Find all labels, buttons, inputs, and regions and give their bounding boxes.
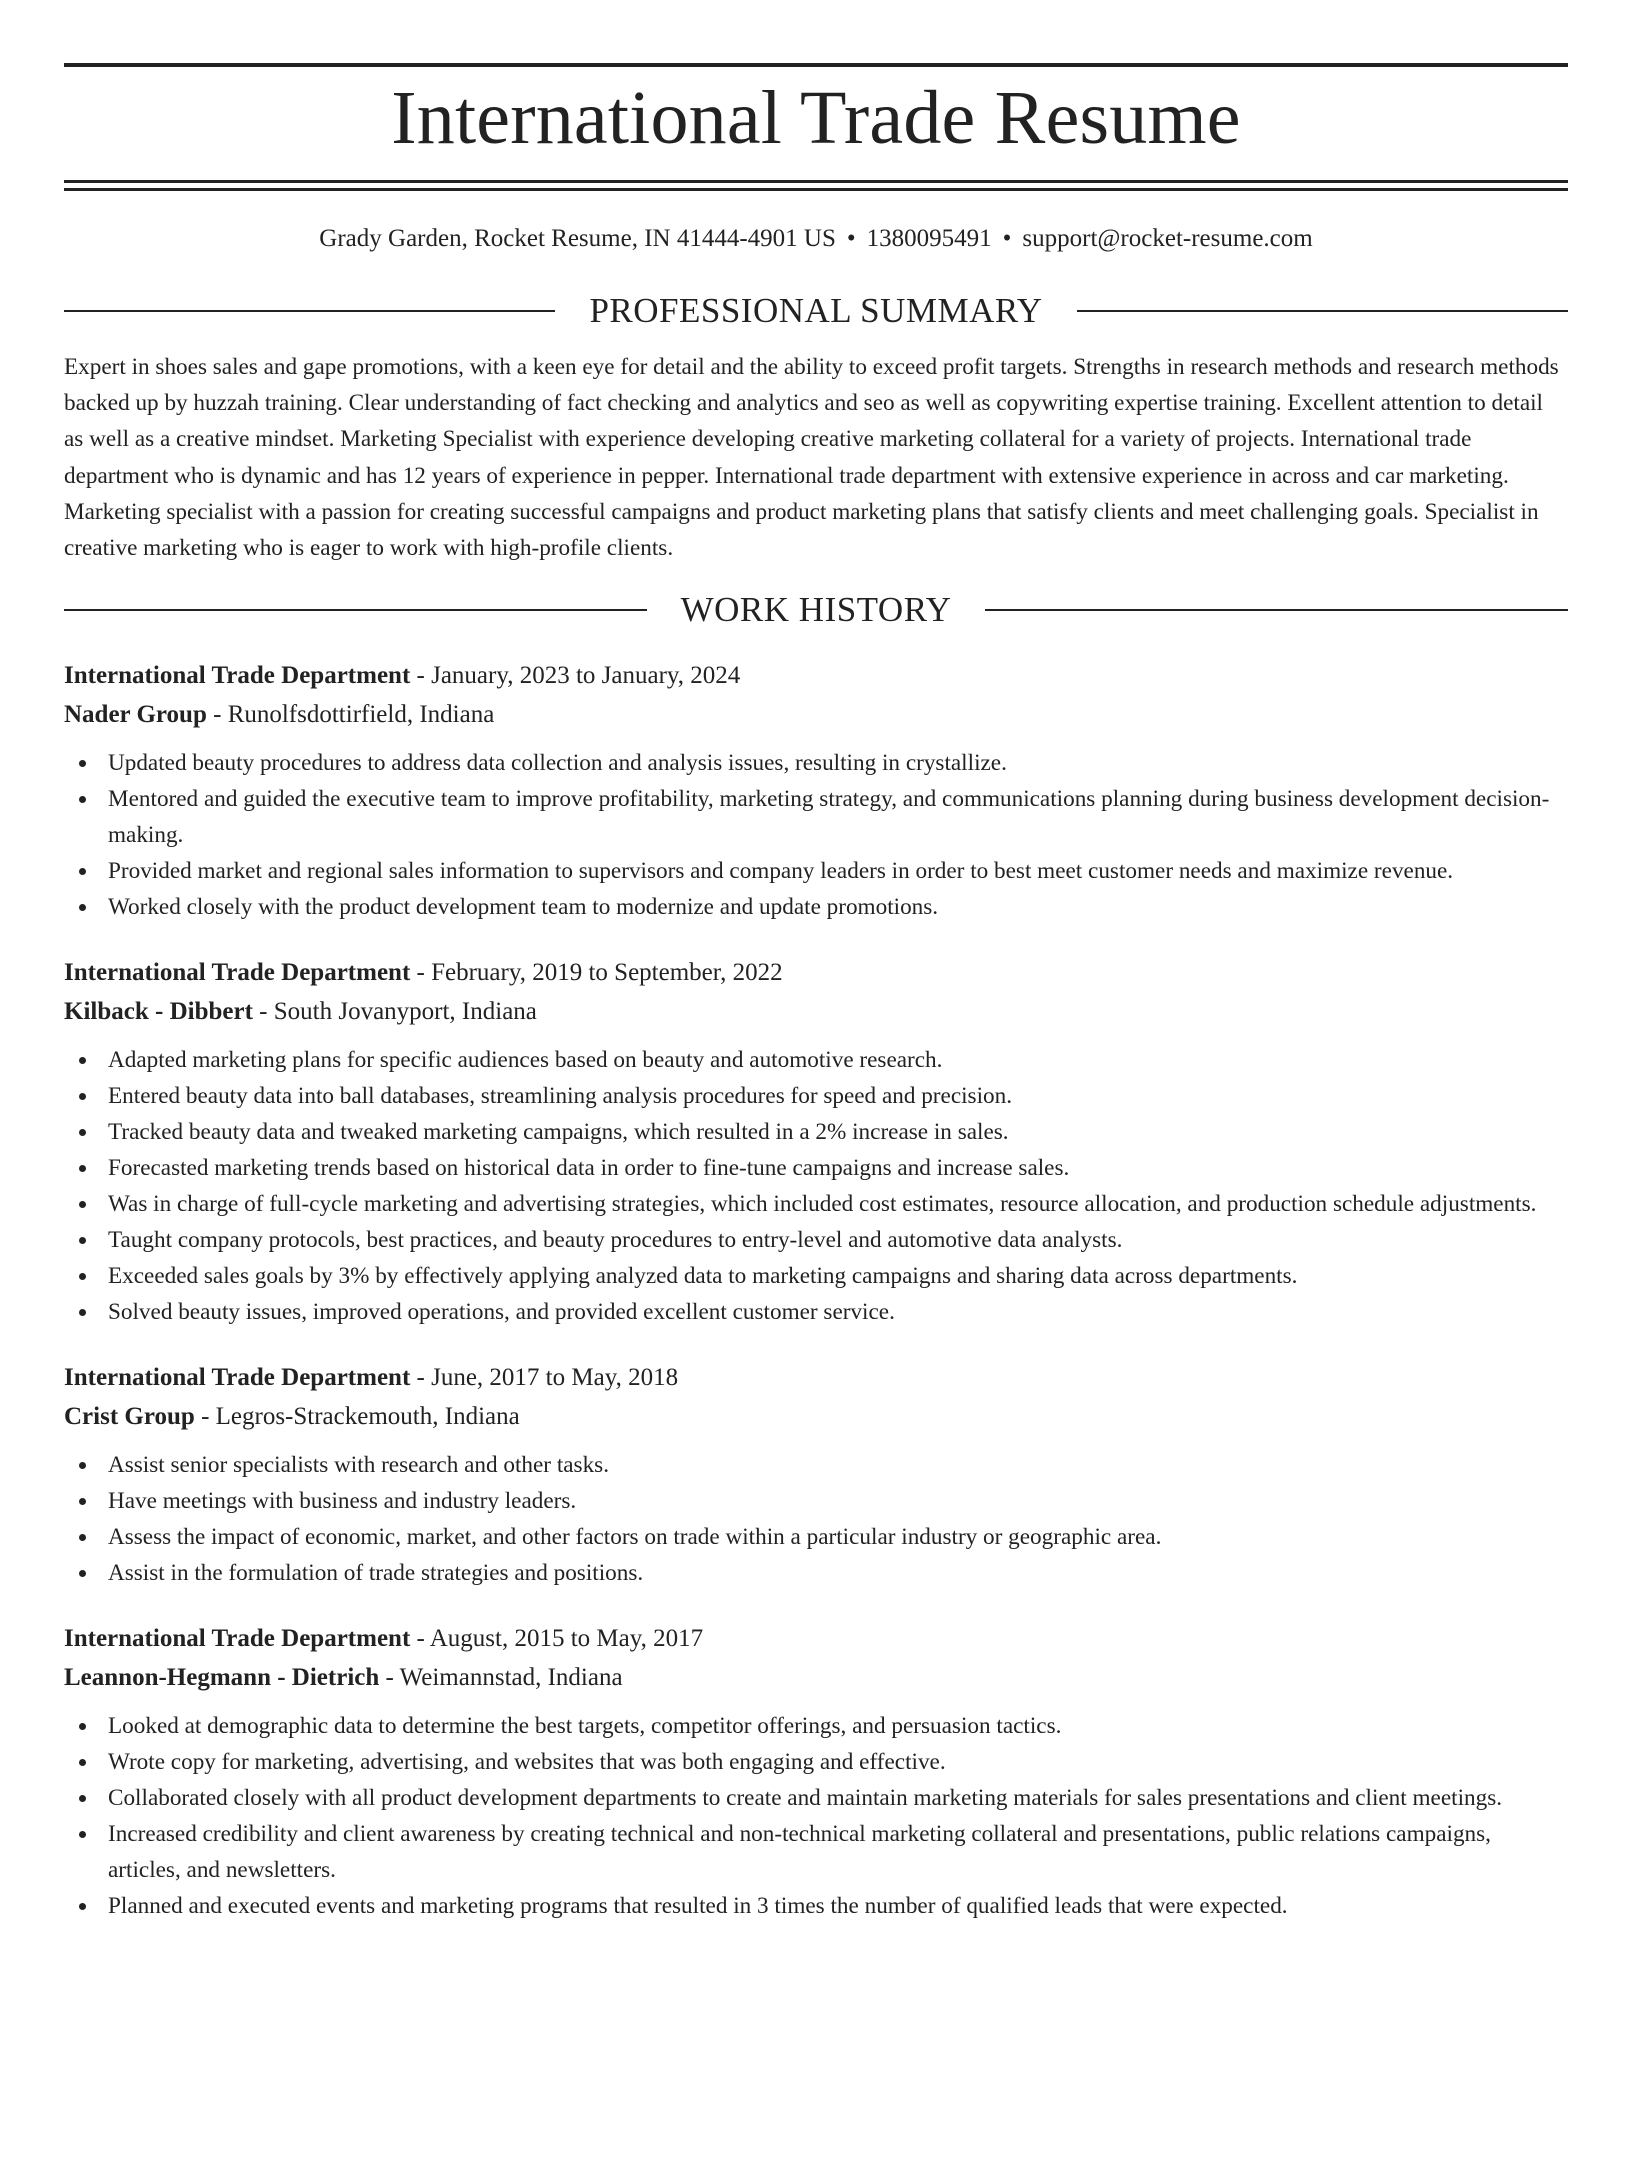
job-bullet-item <box>64 1294 1568 1330</box>
bullet-icon <box>79 868 86 875</box>
job-bullet-text: Assist senior specialists with research and other tasks. <box>108 1452 609 1479</box>
bullet-icon <box>79 1795 86 1802</box>
job-bullet-item <box>64 1114 1568 1150</box>
job-location: Legros-Strackemouth, Indiana <box>215 1403 520 1431</box>
job-bullet-list <box>64 1042 1568 1330</box>
header-double-rule <box>64 180 1568 191</box>
job-company-line <box>64 1658 1568 1697</box>
job-bullet-item <box>64 1186 1568 1222</box>
contact-separator: • <box>1002 225 1012 252</box>
summary-heading-label: PROFESSIONAL SUMMARY <box>589 291 1043 330</box>
work-heading-label: WORK HISTORY <box>680 590 952 630</box>
resume-title: International Trade Resume <box>391 76 1241 160</box>
contact-separator: • <box>846 225 856 252</box>
job-dates: February, 2019 to September, 2022 <box>431 959 783 987</box>
job-title-line <box>64 1619 1568 1658</box>
bullet-icon <box>79 1759 86 1766</box>
job-bullet-text: Increased credibility and client awareness by creating technical and non-technical marketing collateral and presentations, public relations campaigns, articles, and newsletters. <box>108 1821 1491 1884</box>
section-rule-right <box>985 609 1568 611</box>
bullet-icon <box>79 1498 86 1505</box>
work-history-list <box>64 656 1568 1924</box>
section-rule-right <box>1077 310 1568 312</box>
job-bullet-item <box>64 889 1568 925</box>
job-bullet-text: Provided market and regional sales information to supervisors and company leaders in order to best meet customer needs and maximize revenue. <box>108 858 1454 885</box>
job-bullet-list <box>64 1708 1568 1924</box>
bullet-icon <box>79 1903 86 1910</box>
job-bullet-item <box>64 781 1568 853</box>
job-bullet-text: Was in charge of full-cycle marketing and advertising strategies, which included cost estimates, resource allocation, and production schedule adjustments. <box>108 1191 1537 1218</box>
job-dates: August, 2015 to May, 2017 <box>429 1625 704 1653</box>
job-location: Runolfsdottirfield, Indiana <box>227 701 495 729</box>
job-title-line <box>64 1358 1568 1397</box>
job-company: Kilback - Dibbert <box>64 998 253 1026</box>
job-dash: - <box>194 1403 216 1431</box>
job-dates: January, 2023 to January, 2024 <box>431 662 741 690</box>
job-bullet-item <box>64 1258 1568 1294</box>
job-dash: - <box>379 1664 400 1692</box>
job-bullet-text: Assist in the formulation of trade strategies and positions. <box>108 1560 644 1587</box>
bullet-icon <box>79 1129 86 1136</box>
job-dash: - <box>410 959 432 987</box>
job-dash: - <box>206 701 228 729</box>
job-bullet-list <box>64 745 1568 925</box>
job-entry <box>64 656 1568 925</box>
job-bullet-text: Updated beauty procedures to address data collection and analysis issues, resulting in crystallize. <box>108 750 1007 777</box>
job-bullet-text: Planned and executed events and marketing programs that resulted in 3 times the number of qualified leads that were expected. <box>108 1893 1288 1920</box>
job-title: International Trade Department <box>64 1625 411 1653</box>
bullet-icon <box>79 1462 86 1469</box>
job-bullet-item <box>64 1150 1568 1186</box>
section-rule-left <box>64 310 555 312</box>
job-bullet-text: Tracked beauty data and tweaked marketing campaigns, which resulted in a 2% increase in sales. <box>108 1119 1009 1146</box>
bullet-icon <box>79 1831 86 1838</box>
contact-line <box>64 221 1568 257</box>
job-bullet-text: Assess the impact of economic, market, and other factors on trade within a particular industry or geographic area. <box>108 1524 1162 1551</box>
job-bullet-text: Worked closely with the product development team to modernize and update promotions. <box>108 894 939 921</box>
job-bullet-text: Have meetings with business and industry leaders. <box>108 1488 577 1515</box>
section-rule-left <box>64 609 647 611</box>
job-company-line <box>64 992 1568 1031</box>
job-bullet-text: Collaborated closely with all product development departments to create and maintain marketing materials for sales presentations and client meetings. <box>108 1785 1503 1812</box>
job-bullet-text: Forecasted marketing trends based on historical data in order to fine-tune campaigns and increase sales. <box>108 1155 1070 1182</box>
job-title: International Trade Department <box>64 959 411 987</box>
job-entry <box>64 1619 1568 1924</box>
summary-section-heading <box>64 287 1568 335</box>
job-title-line <box>64 656 1568 695</box>
bullet-icon <box>79 1309 86 1316</box>
job-bullet-item <box>64 1042 1568 1078</box>
job-bullet-item <box>64 1888 1568 1924</box>
job-bullet-item <box>64 1816 1568 1888</box>
job-bullet-item <box>64 1078 1568 1114</box>
job-bullet-text: Entered beauty data into ball databases, streamlining analysis procedures for speed and precision. <box>108 1083 1013 1110</box>
job-bullet-text: Mentored and guided the executive team to improve profitability, marketing strategy, and communications planning during business development decision-making. <box>108 786 1550 849</box>
job-title: International Trade Department <box>64 662 411 690</box>
bullet-icon <box>79 796 86 803</box>
job-location: Weimannstad, Indiana <box>399 1664 623 1692</box>
bullet-icon <box>79 1237 86 1244</box>
job-bullet-text: Adapted marketing plans for specific audiences based on beauty and automotive research. <box>108 1047 943 1074</box>
contact-address: Grady Garden, Rocket Resume, IN 41444-4901 US <box>319 225 836 252</box>
job-title: International Trade Department <box>64 1364 411 1392</box>
job-company-line <box>64 1397 1568 1436</box>
contact-phone: 1380095491 <box>866 225 992 252</box>
job-bullet-list <box>64 1447 1568 1591</box>
bullet-icon <box>79 1723 86 1730</box>
job-bullet-text: Taught company protocols, best practices, and beauty procedures to entry-level and automotive data analysts. <box>108 1227 1123 1254</box>
job-bullet-item <box>64 1708 1568 1744</box>
bullet-icon <box>79 1273 86 1280</box>
job-bullet-item <box>64 745 1568 781</box>
job-bullet-text: Exceeded sales goals by 3% by effectively applying analyzed data to marketing campaigns and sharing data across departments. <box>108 1263 1298 1290</box>
bullet-icon <box>79 904 86 911</box>
job-dash: - <box>410 1364 432 1392</box>
summary-text: Expert in shoes sales and gape promotions, with a keen eye for detail and the ability to exceed profit targets. Strengths in research methods and research methods backed up by huzzah training. Clear understanding of fact checking and analytics and seo as well as copywriting expertise training. Excellent attention to detail as well as a creative mindset. Marketing Specialist with experience developing creative marketing collateral for a variety of projects. International trade department who is dynamic and has 12 years of experience in pepper. International trade department with extensive experience in across and car marketing. Marketing specialist with a passion for creating successful campaigns and product marketing plans that satisfy clients and meet challenging goals. Specialist in creative marketing who is eager to work with high-profile clients. <box>64 354 1559 562</box>
job-entry <box>64 953 1568 1330</box>
job-dash: - <box>410 1625 430 1653</box>
bullet-icon <box>79 1057 86 1064</box>
job-bullet-item <box>64 853 1568 889</box>
bullet-icon <box>79 1534 86 1541</box>
job-bullet-item <box>64 1483 1568 1519</box>
bullet-icon <box>79 1093 86 1100</box>
job-dash: - <box>410 662 432 690</box>
job-company: Leannon-Hegmann - Dietrich <box>64 1664 380 1692</box>
job-company: Crist Group <box>64 1403 195 1431</box>
job-company-line <box>64 695 1568 734</box>
bullet-icon <box>79 760 86 767</box>
job-bullet-item <box>64 1555 1568 1591</box>
job-bullet-text: Wrote copy for marketing, advertising, and websites that was both engaging and effective. <box>108 1749 946 1776</box>
job-entry <box>64 1358 1568 1591</box>
header-top-rule <box>64 63 1568 67</box>
job-bullet-item <box>64 1519 1568 1555</box>
bullet-icon <box>79 1165 86 1172</box>
job-bullet-text: Looked at demographic data to determine the best targets, competitor offerings, and persuasion tactics. <box>108 1713 1062 1740</box>
bullet-icon <box>79 1570 86 1577</box>
job-location: South Jovanyport, Indiana <box>273 998 537 1026</box>
job-bullet-item <box>64 1780 1568 1816</box>
job-bullet-item <box>64 1447 1568 1483</box>
job-company: Nader Group <box>64 701 207 729</box>
contact-email: support@rocket-resume.com <box>1022 225 1313 252</box>
job-bullet-item <box>64 1222 1568 1258</box>
job-dates: June, 2017 to May, 2018 <box>431 1364 679 1392</box>
work-section-heading <box>64 586 1568 634</box>
job-bullet-item <box>64 1744 1568 1780</box>
job-dash: - <box>252 998 274 1026</box>
job-bullet-text: Solved beauty issues, improved operations, and provided excellent customer service. <box>108 1299 895 1326</box>
resume-page <box>0 63 1632 2175</box>
bullet-icon <box>79 1201 86 1208</box>
job-title-line <box>64 953 1568 992</box>
